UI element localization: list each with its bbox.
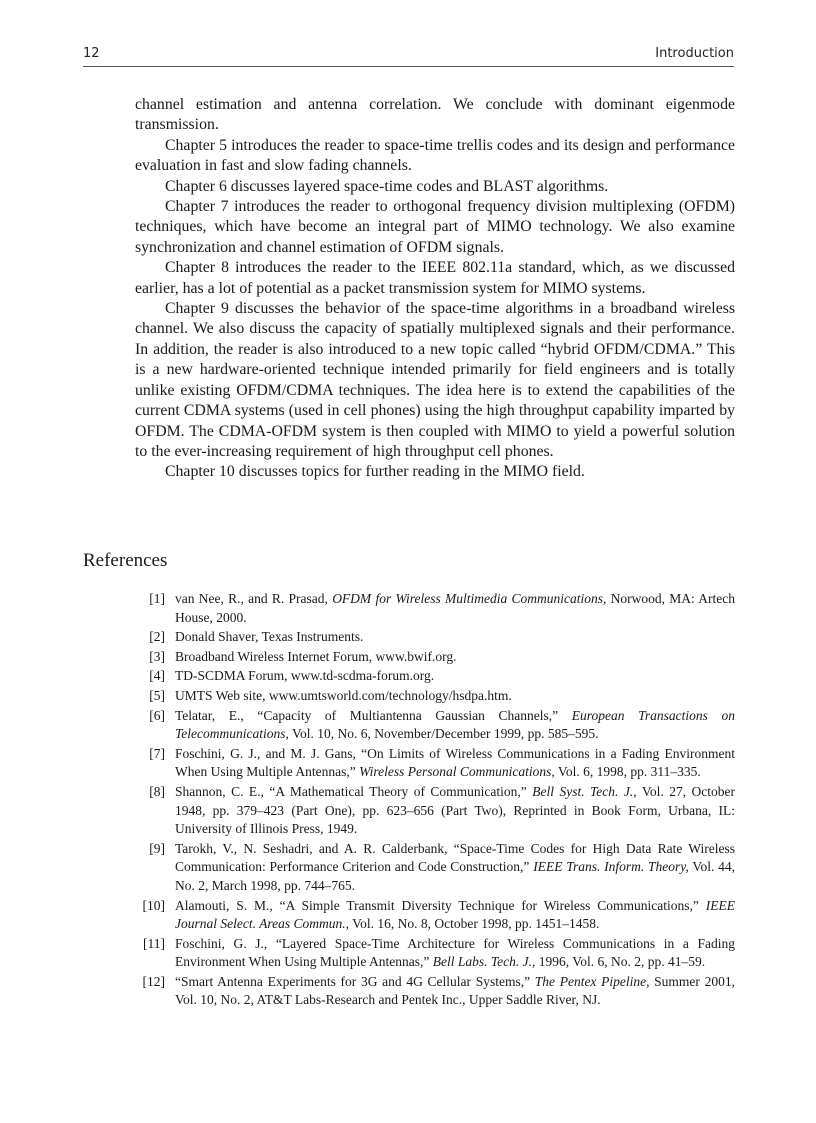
reference-number: [12]: [142, 973, 165, 989]
reference-authors: Tarokh, V., N. Seshadri, and A. R. Calderbank, “Space-Time Codes for High Data Rate Wireless Communication: Performance Criterion and Code Construction,”: [175, 840, 735, 875]
page-number: 12: [83, 46, 100, 61]
reference-source: European Transactions on Telecommunications,: [175, 707, 735, 742]
reference-text: [175, 648, 735, 667]
reference-item: [135, 687, 735, 706]
references-list: [135, 590, 735, 1011]
reference-details: Vol. 10, No. 6, November/December 1999, pp. 585–595.: [288, 726, 599, 742]
reference-details: Vol. 27, October 1948, pp. 379–423 (Part One), pp. 623–656 (Part Two), Reprinted in Book Form, Urbana, IL: University of Illinois Press, 1949.: [175, 783, 736, 837]
reference-number: [8]: [149, 783, 165, 799]
reference-number: [3]: [149, 648, 165, 664]
reference-details: Norwood, MA: Artech House, 2000.: [175, 591, 736, 625]
chapter-name: Introduction: [655, 46, 734, 61]
reference-authors: UMTS Web site, www.umtsworld.com/technology/hsdpa.htm.: [175, 687, 512, 703]
reference-number: [1]: [149, 591, 165, 606]
reference-item: [135, 628, 735, 647]
body-text: [135, 95, 735, 483]
paragraph-chapter-9: Chapter 9 discusses the behavior of the space-time algorithms in a broadband wireless channel. We also discuss the capacity of spatially multiplexed signals and their performance. In addition, the reader is also introduced to a new topic called “hybrid OFDM/CDMA.” This is a new hardware-oriented technique intended primarily for field engineers and is totally unlike existing OFDM/CDMA techniques. The idea here is to extend the capabilities of the current CDMA systems (used in cell phones) using the high throughput capability imparted by OFDM. The CDMA-OFDM system is then coupled with MIMO to yield a powerful solution to the ever-increasing requirement of high throughput cell phones.: [135, 300, 735, 460]
reference-item: [135, 840, 735, 896]
running-head: [83, 44, 734, 67]
reference-text: [175, 840, 735, 896]
reference-authors: Broadband Wireless Internet Forum, www.bwif.org.: [175, 648, 457, 664]
reference-source: IEEE Journal Select. Areas Commun.,: [175, 897, 735, 932]
reference-source: Bell Labs. Tech. J.,: [432, 954, 536, 970]
reference-item: [135, 707, 735, 744]
reference-details: Vol. 44, No. 2, March 1998, pp. 744–765.: [175, 859, 735, 893]
reference-source: IEEE Trans. Inform. Theory,: [533, 859, 689, 875]
references-heading: References: [83, 550, 168, 571]
reference-number: [10]: [142, 897, 165, 913]
reference-text: [175, 707, 735, 744]
paragraph-continuation: channel estimation and antenna correlation. We conclude with dominant eigenmode transmission.: [135, 96, 735, 134]
reference-authors: Alamouti, S. M., “A Simple Transmit Diversity Technique for Wireless Communications,”: [175, 897, 706, 913]
reference-item: [135, 897, 735, 934]
paragraph-chapter-6: Chapter 6 discusses layered space-time codes and BLAST algorithms.: [165, 177, 609, 195]
reference-authors: “Smart Antenna Experiments for 3G and 4G Cellular Systems,”: [175, 973, 535, 989]
reference-text: [175, 783, 735, 839]
reference-text: [175, 935, 735, 972]
reference-details: Vol. 6, 1998, pp. 311–335.: [554, 764, 701, 780]
reference-text: [175, 745, 735, 782]
reference-number: [5]: [149, 687, 165, 703]
reference-authors: Shannon, C. E., “A Mathematical Theory of Communication,”: [175, 783, 533, 799]
reference-item: [135, 745, 735, 782]
reference-source: Bell Syst. Tech. J.,: [532, 783, 637, 799]
paragraph-chapter-8: Chapter 8 introduces the reader to the IEEE 802.11a standard, which, as we discussed earlier, has a lot of potential as a packet transmission system for MIMO systems.: [135, 259, 735, 297]
reference-item: [135, 590, 735, 627]
reference-text: [175, 628, 735, 647]
reference-number: [7]: [149, 745, 165, 761]
reference-text: [175, 590, 735, 627]
reference-source: OFDM for Wireless Multimedia Communications,: [332, 591, 607, 606]
reference-item: [135, 648, 735, 667]
reference-source: Wireless Personal Communications,: [359, 764, 555, 780]
reference-number: [4]: [149, 668, 165, 684]
reference-details: 1996, Vol. 6, No. 2, pp. 41–59.: [535, 954, 706, 970]
paragraph-chapter-10: Chapter 10 discusses topics for further reading in the MIMO field.: [165, 463, 585, 481]
reference-number: [9]: [149, 840, 165, 856]
reference-text: [175, 687, 735, 706]
reference-text: [175, 667, 735, 686]
reference-item: [135, 935, 735, 972]
reference-text: [175, 897, 735, 934]
reference-details: Vol. 16, No. 8, October 1998, pp. 1451–1458.: [348, 916, 600, 932]
reference-number: [6]: [149, 707, 165, 723]
reference-item: [135, 667, 735, 686]
reference-number: [11]: [143, 935, 165, 951]
reference-authors: van Nee, R., and R. Prasad,: [175, 591, 333, 606]
reference-authors: Donald Shaver, Texas Instruments.: [175, 629, 364, 645]
paragraph-chapter-7: Chapter 7 introduces the reader to orthogonal frequency division multiplexing (OFDM) techniques, which have become an integral part of MIMO technology. We also examine synchronization and channel estimation of OFDM signals.: [135, 198, 735, 256]
reference-authors: Foschini, G. J., and M. J. Gans, “On Limits of Wireless Communications in a Fading Environment When Using Multiple Antennas,”: [175, 745, 735, 780]
reference-authors: Telatar, E., “Capacity of Multiantenna Gaussian Channels,”: [175, 707, 572, 723]
reference-authors: TD-SCDMA Forum, www.td-scdma-forum.org.: [175, 668, 435, 684]
reference-number: [2]: [149, 629, 165, 645]
paragraph-chapter-5: Chapter 5 introduces the reader to space-time trellis codes and its design and performance evaluation in fast and slow fading channels.: [135, 136, 735, 175]
reference-text: [175, 973, 735, 1010]
reference-source: The Pentex Pipeline,: [534, 973, 650, 989]
reference-item: [135, 973, 735, 1010]
reference-item: [135, 783, 735, 839]
reference-authors: Foschini, G. J., “Layered Space-Time Architecture for Wireless Communications in a Fading Environment When Using Multiple Antennas,”: [175, 935, 735, 970]
reference-details: Summer 2001, Vol. 10, No. 2, AT&T Labs-Research and Pentek Inc., Upper Saddle River, NJ.: [175, 973, 735, 1008]
